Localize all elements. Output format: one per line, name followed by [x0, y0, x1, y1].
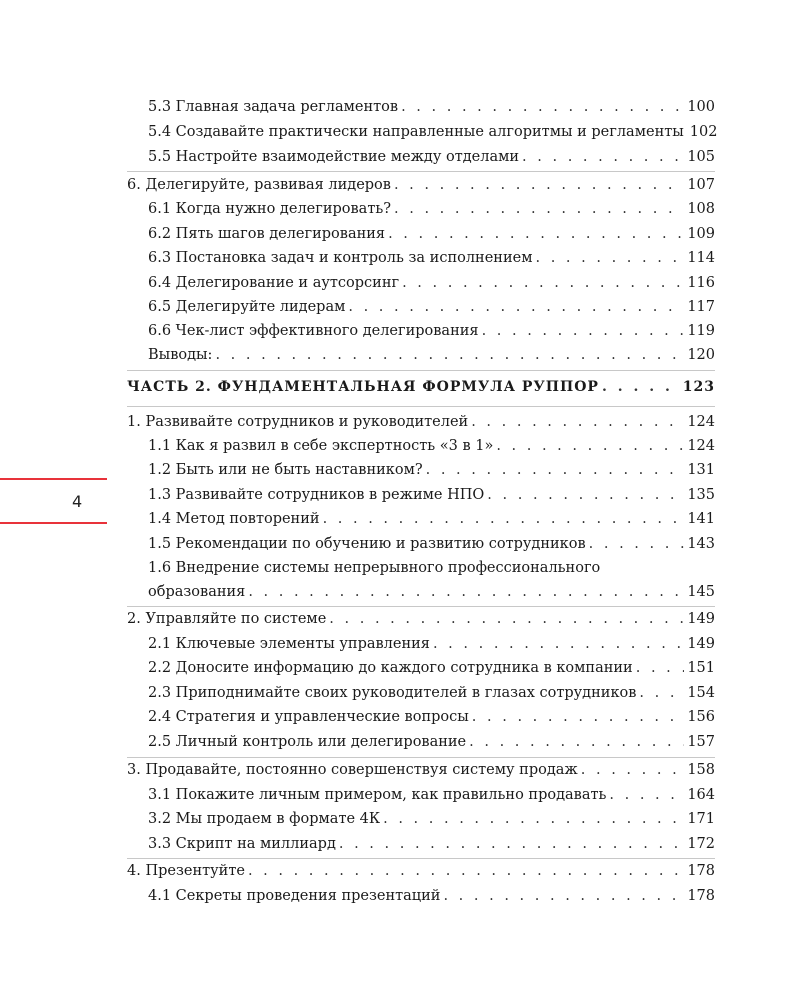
toc-entry-page: 172	[687, 836, 715, 852]
section-divider	[127, 858, 715, 859]
toc-entry-page: 114	[687, 250, 715, 266]
toc-entry-title: 2.2 Доносите информацию до каждого сотрудника в компании	[148, 660, 633, 676]
dot-leader	[482, 321, 685, 341]
dot-leader	[388, 224, 684, 244]
dot-leader	[215, 345, 684, 365]
toc-entry-2-3[interactable]	[148, 683, 715, 703]
toc-entry-1-4[interactable]	[148, 509, 715, 529]
toc-entry-page: 100	[687, 99, 715, 115]
toc-entry-page: 120	[687, 347, 715, 363]
toc-entry-title: 6.2 Пять шагов делегирования	[148, 226, 386, 242]
toc-entry-1[interactable]	[127, 412, 715, 432]
toc-entry-page: 124	[687, 414, 715, 430]
toc-entry-2-4[interactable]	[148, 707, 715, 727]
dot-leader	[329, 609, 684, 629]
toc-part-title: ЧАСТЬ 2. ФУНДАМЕНТАЛЬНАЯ ФОРМУЛА РУППОР	[127, 379, 599, 395]
toc-entry-page: 131	[687, 462, 715, 478]
toc-entry-page: 149	[687, 636, 715, 652]
dot-leader	[383, 809, 684, 829]
toc-entry-title: 1. Развивайте сотрудников и руководителей	[127, 414, 469, 430]
toc-entry-title: 1.2 Быть или не быть наставником?	[148, 462, 423, 478]
toc-entry-1-6-line1[interactable]	[148, 558, 715, 578]
dot-leader	[609, 785, 684, 805]
dot-leader	[339, 834, 684, 854]
toc-entry-page: 116	[687, 275, 715, 291]
dot-leader	[469, 732, 684, 752]
dot-leader	[401, 97, 684, 117]
dot-leader	[487, 485, 684, 505]
toc-entry-1-1[interactable]	[148, 436, 715, 456]
toc-entry-page: 151	[687, 660, 715, 676]
toc-entry-title: образования	[148, 584, 246, 600]
toc-entry-6-4[interactable]	[148, 273, 715, 293]
dot-leader	[636, 658, 685, 678]
section-divider	[127, 171, 715, 172]
toc-entry-3-1[interactable]	[148, 785, 715, 805]
toc-entry-title: 6.5 Делегируйте лидерам	[148, 299, 346, 315]
dot-leader	[536, 248, 685, 268]
toc-entry-page: 171	[687, 811, 715, 827]
toc-entry-title: 2.4 Стратегия и управленческие вопросы	[148, 709, 469, 725]
toc-entry-page: 154	[687, 685, 715, 701]
page-number: 4	[72, 492, 83, 511]
toc-entry-page: 119	[687, 323, 715, 339]
toc-entry-page: 135	[687, 487, 715, 503]
toc-entry-1-2[interactable]	[148, 460, 715, 480]
dot-leader	[394, 199, 684, 219]
toc-entry-page: 107	[687, 177, 715, 193]
toc-entry-6-5[interactable]	[148, 297, 715, 317]
toc-entry-3-2[interactable]	[148, 809, 715, 829]
toc-entry-title: 3.1 Покажите личным примером, как правильно продавать	[148, 787, 607, 803]
section-divider	[127, 370, 715, 371]
dot-leader	[426, 460, 685, 480]
toc-entry-title: 1.3 Развивайте сотрудников в режиме НПО	[148, 487, 485, 503]
toc-entry-title: 2.3 Приподнимайте своих руководителей в глазах сотрудников	[148, 685, 637, 701]
toc-entry-5-3[interactable]	[148, 97, 715, 117]
toc-entry-5-4[interactable]	[148, 122, 718, 142]
toc-entry-1-6-line2[interactable]	[148, 582, 715, 602]
toc-entry-page: 108	[687, 201, 715, 217]
toc-entry-page: 124	[687, 438, 715, 454]
toc-part-2[interactable]	[127, 377, 715, 397]
toc-entry-2[interactable]	[127, 609, 715, 629]
toc-entry-page: 156	[687, 709, 715, 725]
dot-leader	[402, 273, 684, 293]
toc-entry-title: 5.3 Главная задача регламентов	[148, 99, 399, 115]
dot-leader	[522, 147, 684, 167]
dot-leader	[581, 760, 685, 780]
toc-entry-title: 6.1 Когда нужно делегировать?	[148, 201, 392, 217]
toc-entry-5-5[interactable]	[148, 147, 715, 167]
toc-entry-title: Выводы:	[148, 347, 213, 363]
dot-leader	[394, 175, 684, 195]
toc-entry-page: 178	[687, 863, 715, 879]
dot-leader	[472, 707, 685, 727]
dot-leader	[348, 297, 684, 317]
toc-entry-page: 102	[689, 124, 718, 140]
dot-leader	[639, 683, 684, 703]
toc-entry-2-5[interactable]	[148, 732, 715, 752]
section-divider	[127, 757, 715, 758]
dot-leader	[248, 861, 684, 881]
section-divider	[127, 406, 715, 407]
toc-entry-page: 158	[687, 762, 715, 778]
section-divider	[127, 606, 715, 607]
toc-entry-title: 3.2 Мы продаем в формате 4К	[148, 811, 381, 827]
toc-entry-title: 1.5 Рекомендации по обучению и развитию сотрудников	[148, 536, 586, 552]
toc-entry-title: 1.4 Метод повторений	[148, 511, 320, 527]
toc-entry-title: 2.5 Личный контроль или делегирование	[148, 734, 467, 750]
toc-entry-title: 6. Делегируйте, развивая лидеров	[127, 177, 391, 193]
toc-entry-2-2[interactable]	[148, 658, 715, 678]
toc-entry-title: 2. Управляйте по системе	[127, 611, 327, 627]
toc-entry-page: 109	[687, 226, 715, 242]
toc-entry-1-5[interactable]	[148, 534, 715, 554]
toc-entry-page: 143	[687, 536, 715, 552]
toc-entry-page: 105	[687, 149, 715, 165]
toc-entry-6-3[interactable]	[148, 248, 715, 268]
page-number-rule-top	[0, 478, 107, 480]
page-number-rule-bottom	[0, 522, 107, 524]
toc-entry-title: 3.3 Скрипт на миллиард	[148, 836, 336, 852]
toc-entry-title: 2.1 Ключевые элементы управления	[148, 636, 430, 652]
toc-entry-6-2[interactable]	[148, 224, 715, 244]
toc-entry-1-3[interactable]	[148, 485, 715, 505]
toc-entry-6[interactable]	[127, 175, 715, 195]
dot-leader	[589, 534, 685, 554]
toc-entry-page: 145	[687, 584, 715, 600]
toc-entry-4-1[interactable]	[148, 886, 715, 906]
toc-entry-page: 117	[687, 299, 715, 315]
toc-entry-3[interactable]	[127, 760, 715, 780]
dot-leader	[248, 582, 684, 602]
toc-entry-title: 5.4 Создавайте практически направленные алгоритмы и регламенты	[148, 124, 684, 140]
toc-entry-page: 164	[687, 787, 715, 803]
toc-entry-2-1[interactable]	[148, 634, 715, 654]
toc-entry-title: 4. Презентуйте	[127, 863, 245, 879]
dot-leader	[433, 634, 684, 654]
toc-entry-title: 6.3 Постановка задач и контроль за исполнением	[148, 250, 533, 266]
dot-leader	[471, 412, 684, 432]
dot-leader	[443, 886, 684, 906]
toc-entry-title: 3. Продавайте, постоянно совершенствуя систему продаж	[127, 762, 578, 778]
toc-entry-page: 149	[687, 611, 715, 627]
toc-entry-title: 1.6 Внедрение системы непрерывного профессионального	[148, 560, 601, 576]
toc-entry-page: 178	[687, 888, 715, 904]
dot-leader	[602, 377, 680, 397]
toc-entry-title: 5.5 Настройте взаимодействие между отделами	[148, 149, 520, 165]
toc-entry-page: 123	[682, 379, 715, 395]
toc-entry-6-6[interactable]	[148, 321, 715, 341]
toc-entry-page: 141	[687, 511, 715, 527]
toc-entry-title: 6.6 Чек-лист эффективного делегирования	[148, 323, 479, 339]
toc-entry-page: 157	[687, 734, 715, 750]
dot-leader	[323, 509, 685, 529]
dot-leader	[496, 436, 684, 456]
toc-entry-title: 6.4 Делегирование и аутсорсинг	[148, 275, 400, 291]
toc-entry-title: 1.1 Как я развил в себе экспертность «3 в 1»	[148, 438, 494, 454]
toc-entry-3-3[interactable]	[148, 834, 715, 854]
toc-entry-title: 4.1 Секреты проведения презентаций	[148, 888, 441, 904]
toc-entry-4[interactable]	[127, 861, 715, 881]
toc-entry-conclusions[interactable]	[148, 345, 715, 365]
toc-entry-6-1[interactable]	[148, 199, 715, 219]
